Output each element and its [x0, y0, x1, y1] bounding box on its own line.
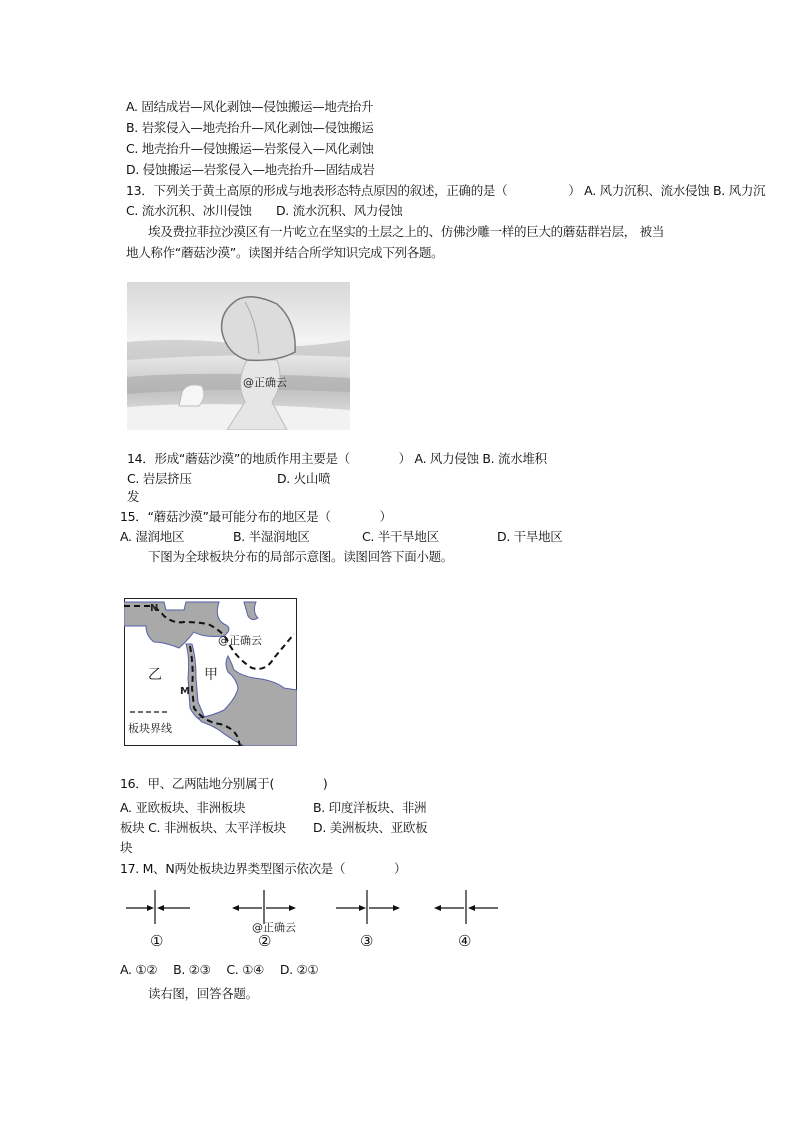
- photo-watermark: @正确云: [243, 376, 287, 389]
- q16-option-c: 板块 C. 非洲板块、太平洋板块: [120, 820, 286, 835]
- q12-option-c: C. 地壳抬升—侵蚀搬运—岩浆侵入—风化剥蚀: [126, 141, 374, 156]
- q16-option-a: A. 亚欧板块、非洲板块: [120, 800, 246, 815]
- map-legend-label: 板块界线: [128, 722, 172, 735]
- diagram-label-1: ①: [150, 932, 164, 950]
- passage-mushroom-desert-2: 地人称作“蘑菇沙漠”。读图并结合所学知识完成下列各题。: [126, 245, 444, 260]
- q14-stem: 14．形成“蘑菇沙漠”的地质作用主要是（ ） A. 风力侵蚀 B. 流水堆积: [127, 451, 547, 466]
- mushroom-rock-photo: [127, 282, 350, 430]
- passage-plate-map: 下图为全球板块分布的局部示意图。读图回答下面小题。: [148, 549, 454, 564]
- diagram-3: [334, 890, 404, 924]
- q13-options: C. 流水沉积、冰川侵蚀 D. 流水沉积、风力侵蚀: [126, 203, 403, 218]
- diagram-watermark: @正确云: [252, 921, 296, 934]
- q15-option-c: C. 半干旱地区: [362, 529, 439, 544]
- diagram-4: [432, 890, 502, 924]
- q17-options: A. ①② B. ②③ C. ①④ D. ②①: [120, 962, 319, 977]
- q12-option-b: B. 岩浆侵入—地壳抬升—风化剥蚀—侵蚀搬运: [126, 120, 374, 135]
- q15-stem: 15．“蘑菇沙漠”最可能分布的地区是（ ）: [120, 509, 392, 524]
- q14-options: C. 岩层挤压 D. 火山喷: [127, 471, 331, 486]
- q16-option-d-wrap: 块: [120, 840, 133, 855]
- diagram-label-3: ③: [360, 932, 374, 950]
- map-label-n: N: [150, 603, 159, 614]
- q14-options-wrap: 发: [127, 489, 140, 504]
- plate-boundary-map: [124, 598, 297, 746]
- q15-option-a: A. 湿润地区: [120, 529, 185, 544]
- q12-option-a: A. 固结成岩—风化剥蚀—侵蚀搬运—地壳抬升: [126, 99, 374, 114]
- diagram-label-4: ④: [458, 932, 472, 950]
- passage-mushroom-desert-1: 埃及费拉菲拉沙漠区有一片屹立在坚实的土层之上的、仿佛沙雕一样的巨大的蘑菇群岩层， 被当: [148, 224, 665, 239]
- diagram-1-convergent: [124, 890, 194, 924]
- q15-option-b: B. 半湿润地区: [233, 529, 310, 544]
- map-label-yi: 乙: [148, 667, 162, 683]
- q12-option-d: D. 侵蚀搬运—岩浆侵入—地壳抬升—固结成岩: [126, 162, 375, 177]
- q16-option-b: B. 印度洋板块、非洲: [313, 800, 427, 815]
- q15-option-d: D. 干旱地区: [497, 529, 563, 544]
- q13-stem: 13．下列关于黄土高原的形成与地表形态特点原因的叙述，正确的是（ ） A. 风力沉积、流水侵蚀 B. 风力沉: [126, 183, 766, 198]
- map-watermark: @正确云: [218, 634, 262, 647]
- closing-instruction: 读右图，回答各题。: [148, 986, 258, 1001]
- diagram-label-2: ②: [258, 932, 272, 950]
- q17-stem: 17. M、N两处板块边界类型图示依次是（ ）: [120, 861, 407, 876]
- q16-option-d: D. 美洲板块、亚欧板: [313, 820, 428, 835]
- map-label-jia: 甲: [204, 667, 218, 683]
- q16-stem: 16．甲、乙两陆地分别属于( ): [120, 776, 328, 791]
- map-label-m: M: [180, 686, 190, 697]
